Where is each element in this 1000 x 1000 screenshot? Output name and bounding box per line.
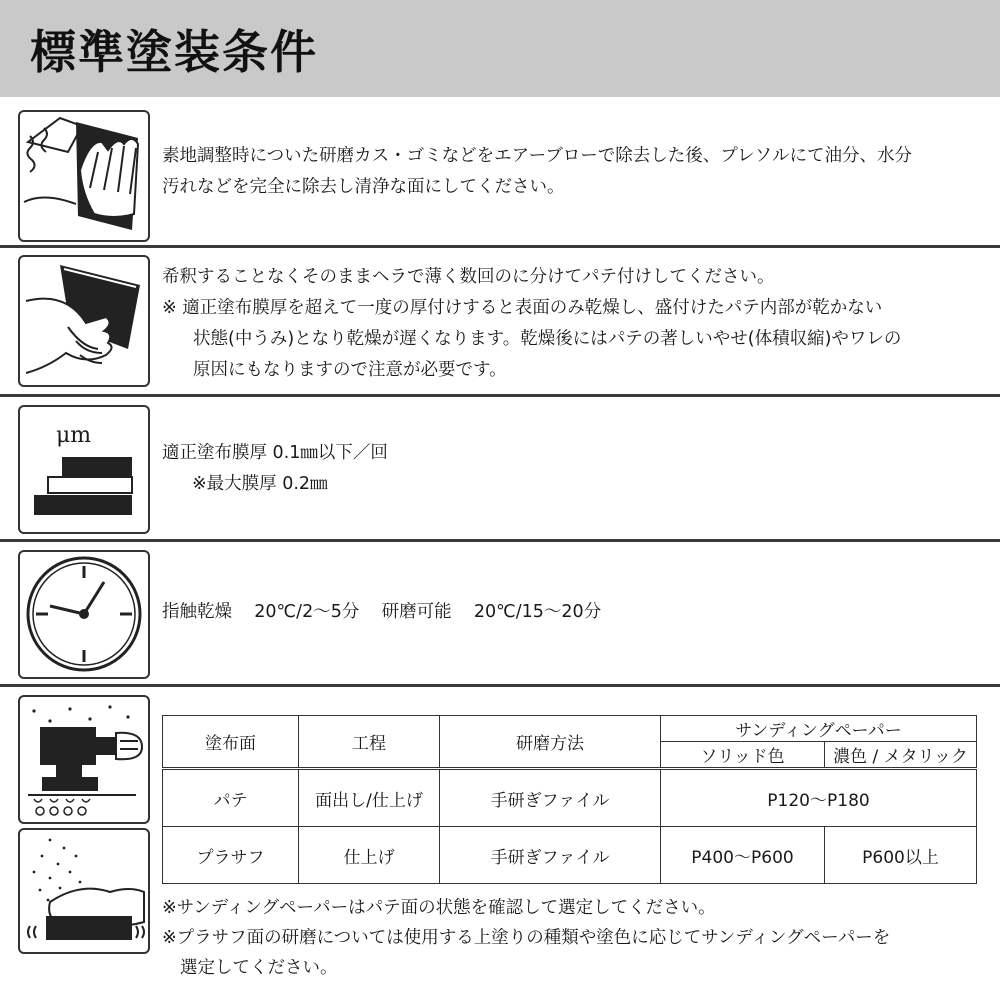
header-metallic: 濃色 / メタリック — [825, 742, 977, 769]
prep-line-2: 汚れなどを完全に除去し清浄な面にしてください。 — [162, 177, 565, 197]
header-process: 工程 — [299, 716, 440, 769]
prep-line-1: 素地調整時についた研磨カス・ゴミなどをエアーブローで除去した後、プレソルにて油分、水分 — [162, 146, 913, 166]
header-surface: 塗布面 — [163, 716, 299, 769]
thickness-line-1: 適正塗布膜厚 0.1㎜以下／回 — [162, 443, 388, 463]
hand-sanding-block-icon — [18, 828, 150, 954]
wiping-hand-icon — [18, 110, 150, 242]
sanding-note-1: ※サンディングペーパーはパテ面の状態を確認して選定してください。 — [162, 898, 716, 918]
section-divider — [0, 684, 1000, 687]
apply-note-line-3: 原因にもなりますので注意が必要です。 — [193, 360, 507, 380]
section-divider — [0, 539, 1000, 542]
row-metallic: P600以上 — [825, 827, 977, 884]
header-solid: ソリッド色 — [661, 742, 825, 769]
header-method: 研磨方法 — [440, 716, 661, 769]
prep-text — [162, 141, 912, 203]
sanding-notes — [162, 893, 890, 983]
section-divider — [0, 245, 1000, 248]
row-solid: P400～P600 — [661, 827, 825, 884]
page-header — [0, 0, 1000, 97]
micrometer-label: μm — [56, 423, 92, 448]
film-thickness-icon — [18, 405, 150, 534]
section-divider — [0, 394, 1000, 397]
spatula-hand-icon — [18, 255, 150, 387]
clock-icon — [18, 550, 150, 679]
table-row — [163, 769, 977, 827]
header-sanding-paper: サンディングペーパー — [661, 716, 977, 742]
thickness-text — [162, 438, 388, 500]
drying-text: 指触乾燥 20℃/2～5分 研磨可能 20℃/15～20分 — [162, 602, 602, 622]
row-process: 仕上げ — [299, 827, 440, 884]
row-paper: P120～P180 — [661, 769, 977, 827]
thickness-line-2: ※最大膜厚 0.2㎜ — [192, 474, 328, 494]
row-method: 手研ぎファイル — [440, 769, 661, 827]
apply-text — [162, 262, 901, 386]
row-method: 手研ぎファイル — [440, 827, 661, 884]
orbital-sander-icon — [18, 695, 150, 824]
apply-note-line-2: 状態(中うみ)となり乾燥が遅くなります。乾燥後にはパテの著しいやせ(体積収縮)やワレの — [193, 329, 902, 349]
apply-note-line-1: ※ 適正塗布膜厚を超えて一度の厚付けすると表面のみ乾燥し、盛付けたパテ内部が乾かない — [162, 298, 883, 318]
table-row — [163, 827, 977, 884]
page-title: 標準塗装条件 — [30, 25, 318, 79]
apply-line-1: 希釈することなくそのままヘラで薄く数回のに分けてパテ付けしてください。 — [162, 267, 775, 287]
sanding-note-2: ※プラサフ面の研磨については使用する上塗りの種類や塗色に応じてサンディングペーパーを — [162, 928, 891, 948]
sanding-spec-table — [162, 715, 977, 884]
row-process: 面出し/仕上げ — [299, 769, 440, 827]
row-surface: プラサフ — [163, 827, 299, 884]
row-surface: パテ — [163, 769, 299, 827]
sanding-note-3: 選定してください。 — [180, 958, 338, 978]
